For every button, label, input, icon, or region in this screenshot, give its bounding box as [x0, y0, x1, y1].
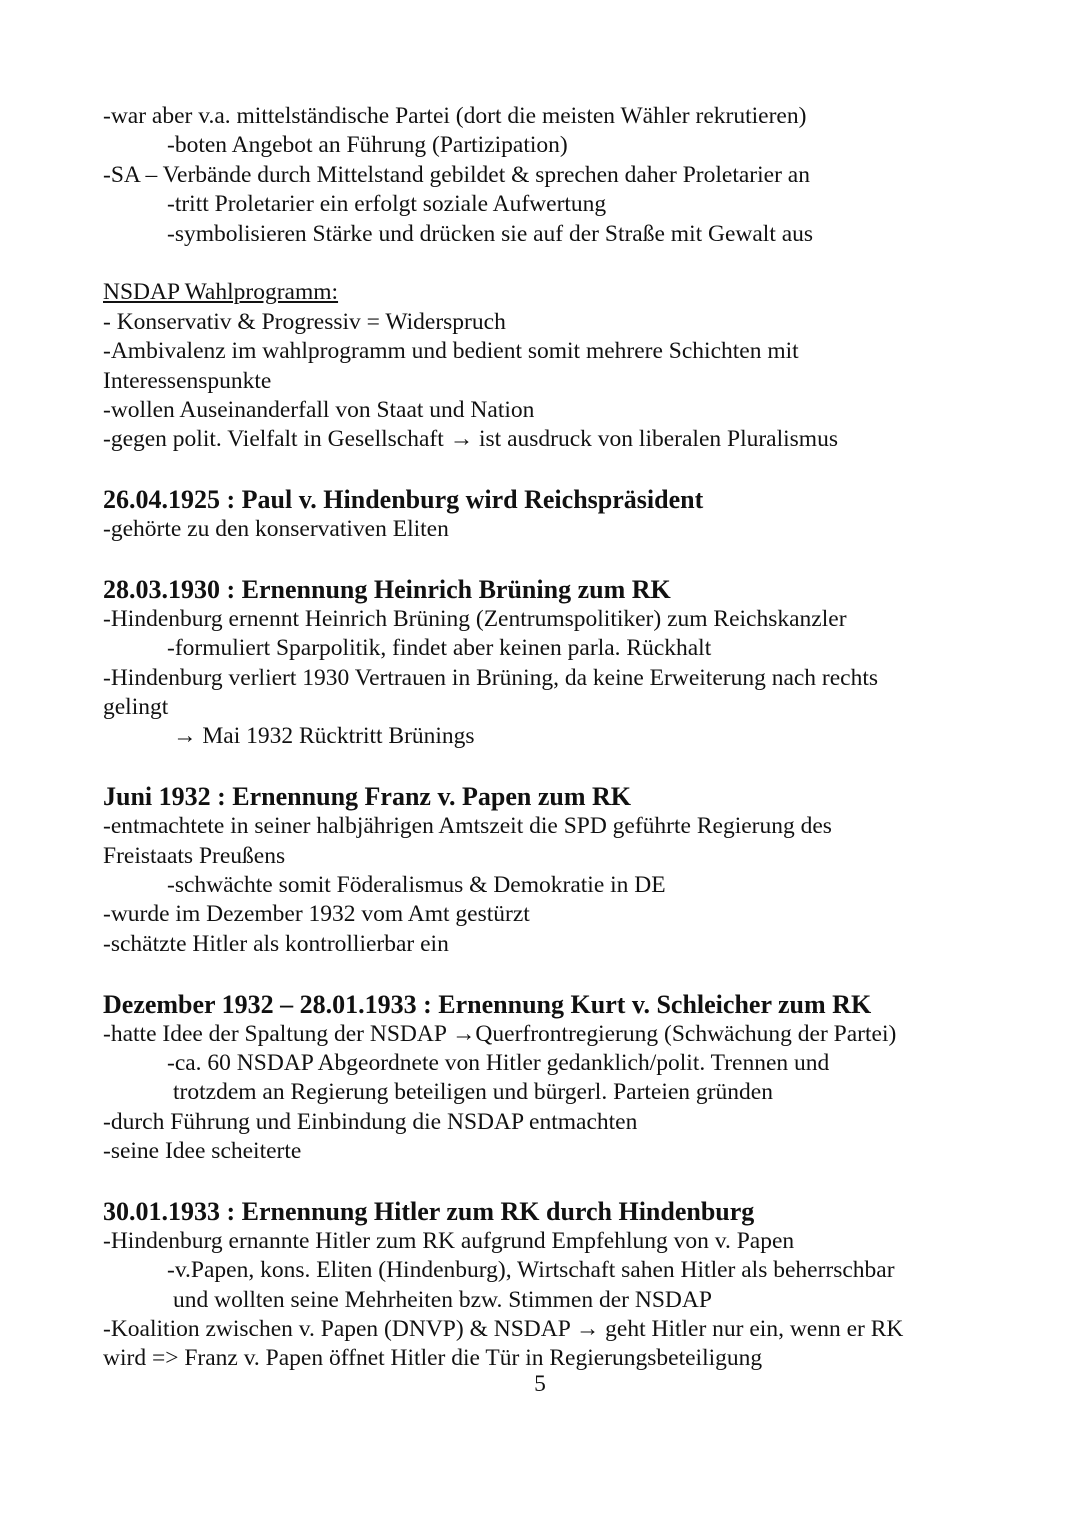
text-line: -tritt Proletarier ein erfolgt soziale Aufwertung	[167, 191, 607, 218]
text-line: gelingt	[103, 694, 169, 721]
text-line: -SA – Verbände durch Mittelstand gebildet & sprechen daher Proletarier an	[103, 161, 810, 188]
document-page	[103, 102, 983, 1374]
text-line: -Hindenburg ernennt Heinrich Brüning (Zentrumspolitiker) zum Reichskanzler	[103, 605, 847, 632]
text-line: -Hindenburg ernannte Hitler zum RK aufgrund Empfehlung von v. Papen	[103, 1227, 795, 1254]
text-line: -formuliert Sparpolitik, findet aber keinen parla. Rückhalt	[167, 635, 712, 662]
text-line: -symbolisieren Stärke und drücken sie auf der Straße mit Gewalt aus	[167, 220, 814, 247]
page-number: 5	[534, 1371, 546, 1397]
text-line: -schätzte Hitler als kontrollierbar ein	[103, 930, 449, 957]
text-line: → Mai 1932 Rücktritt Brünings	[173, 723, 475, 750]
section-heading: 26.04.1925 : Paul v. Hindenburg wird Reichspräsident	[103, 485, 704, 515]
text-line: und wollten seine Mehrheiten bzw. Stimmen der NSDAP	[173, 1286, 712, 1313]
text-line: -hatte Idee der Spaltung der NSDAP →Querfrontregierung (Schwächung der Partei)	[103, 1020, 897, 1047]
text-line: -durch Führung und Einbindung die NSDAP entmachten	[103, 1108, 638, 1135]
text-line: Interessenspunkte	[103, 367, 272, 394]
text-line: - Konservativ & Progressiv = Widerspruch	[103, 308, 506, 335]
text-line: -schwächte somit Föderalismus & Demokratie in DE	[167, 871, 666, 898]
text-line: -seine Idee scheiterte	[103, 1138, 302, 1165]
text-line: -wurde im Dezember 1932 vom Amt gestürzt	[103, 901, 530, 928]
text-line: -war aber v.a. mittelständische Partei (dort die meisten Wähler rekrutieren)	[103, 103, 807, 129]
text-line: -boten Angebot an Führung (Partizipation)	[167, 132, 568, 159]
text-line: trotzdem an Regierung beteiligen und bürgerl. Parteien gründen	[173, 1079, 773, 1106]
section-heading: Dezember 1932 – 28.01.1933 : Ernennung Kurt v. Schleicher zum RK	[103, 989, 872, 1019]
text-line: -gehörte zu den konservativen Eliten	[103, 516, 449, 543]
text-line: Freistaats Preußens	[103, 842, 286, 869]
text-line: -gegen polit. Vielfalt in Gesellschaft → ist ausdruck von liberalen Pluralismus	[103, 426, 838, 453]
section-heading: Juni 1932 : Ernennung Franz v. Papen zum RK	[103, 782, 632, 812]
section-title-program: NSDAP Wahlprogramm:	[103, 279, 339, 306]
section-heading: 30.01.1933 : Ernennung Hitler zum RK durch Hindenburg	[103, 1196, 755, 1226]
text-line: -Koalition zwischen v. Papen (DNVP) & NSDAP → geht Hitler nur ein, wenn er RK	[103, 1316, 904, 1343]
text-line: -Hindenburg verliert 1930 Vertrauen in Brüning, da keine Erweiterung nach rechts	[103, 664, 879, 691]
text-line: -Ambivalenz im wahlprogramm und bedient somit mehrere Schichten mit	[103, 338, 799, 365]
text-line: wird => Franz v. Papen öffnet Hitler die Tür in Regierungsbeteiligung	[103, 1345, 763, 1372]
section-heading: 28.03.1930 : Ernennung Heinrich Brüning zum RK	[103, 574, 671, 604]
text-line: -v.Papen, kons. Eliten (Hindenburg), Wirtschaft sahen Hitler als beherrschbar	[167, 1257, 895, 1284]
text-line: -ca. 60 NSDAP Abgeordnete von Hitler gedanklich/polit. Trennen und	[167, 1049, 830, 1076]
text-line: -wollen Auseinanderfall von Staat und Nation	[103, 396, 535, 423]
text-line: -entmachtete in seiner halbjährigen Amtszeit die SPD geführte Regierung des	[103, 813, 832, 840]
